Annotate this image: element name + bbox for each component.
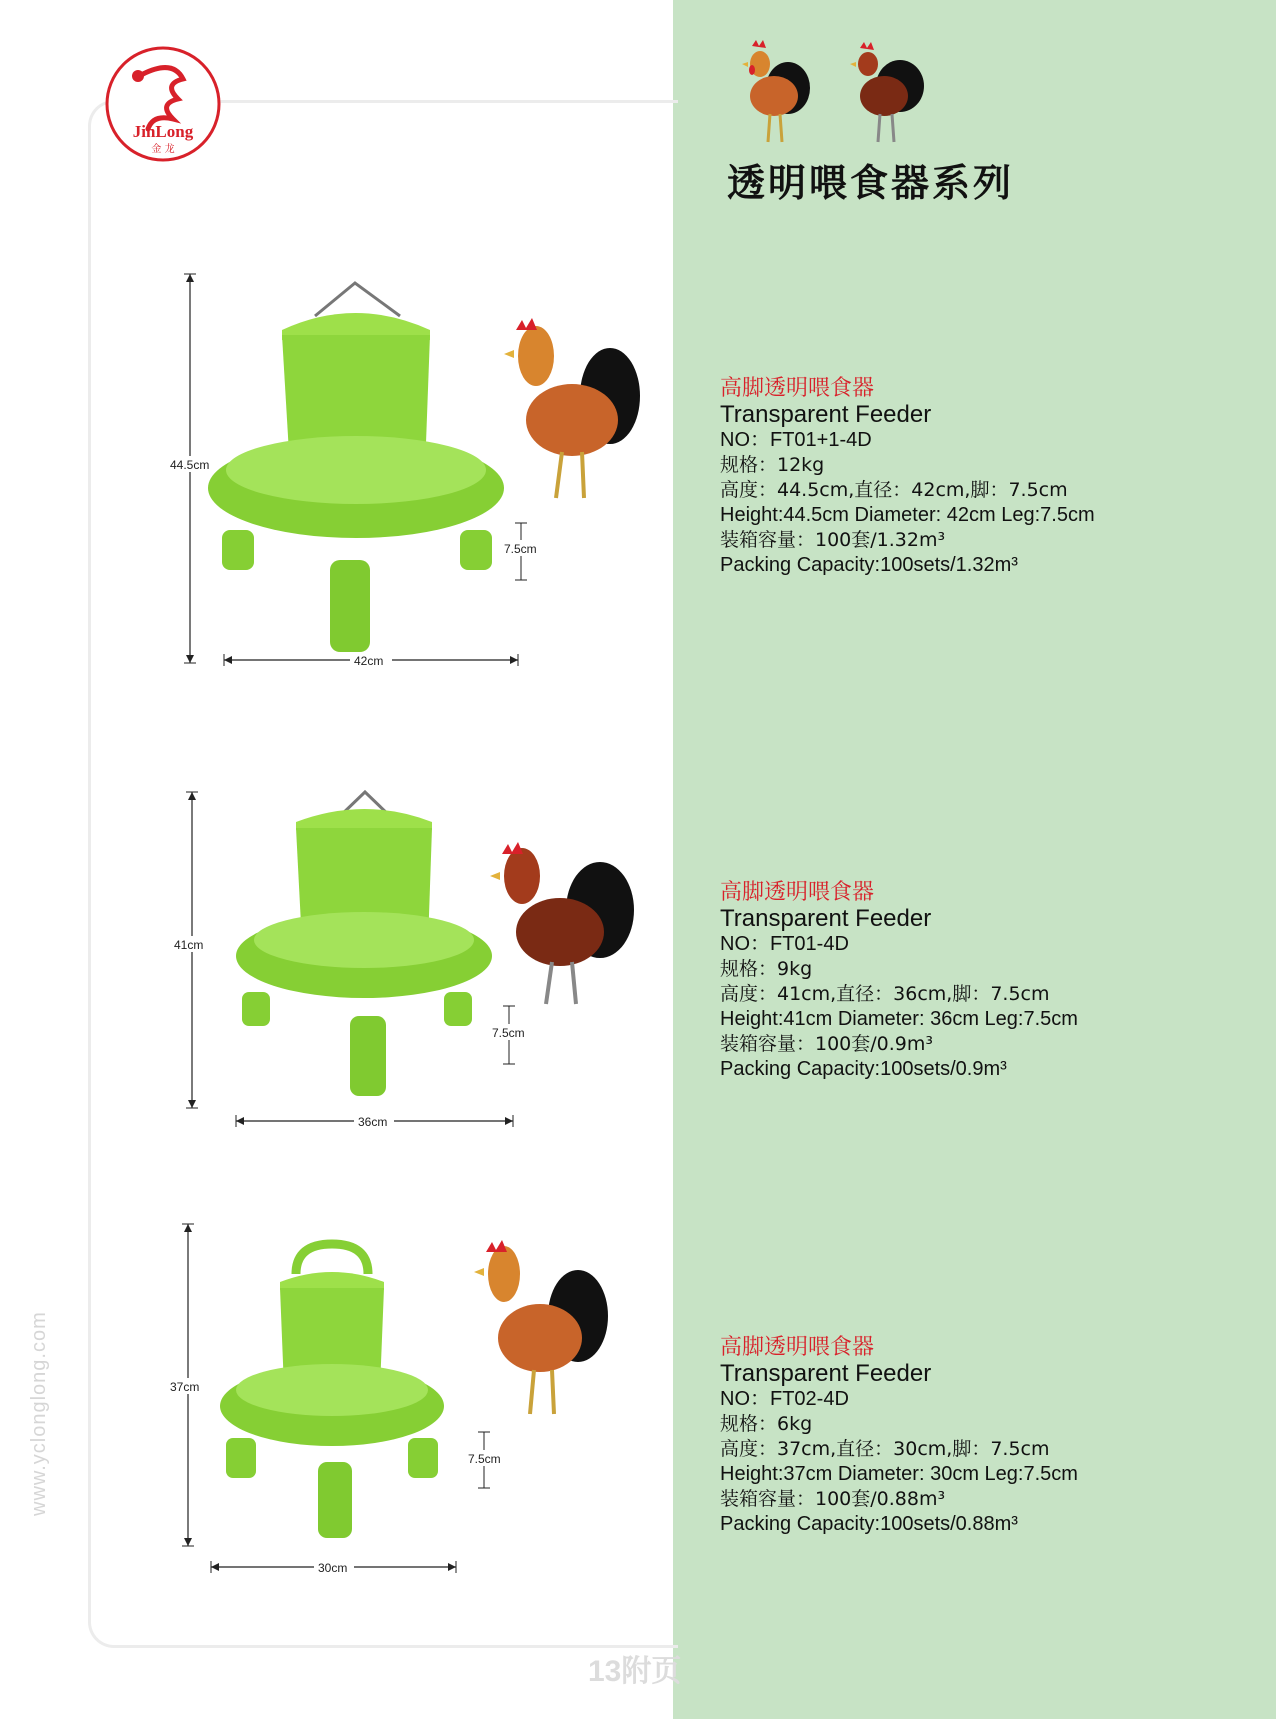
product-en-name: Transparent Feeder [720, 1360, 932, 1387]
diameter-label-2: 36cm [358, 1115, 388, 1129]
diameter-label-1: 42cm [354, 654, 384, 668]
product-pack-en: Packing Capacity:100sets/0.9m³ [720, 1058, 1007, 1080]
height-label-1: 44.5cm [170, 458, 210, 472]
page-number: 13附页 [588, 1655, 682, 1688]
rooster-icon-header-1 [738, 38, 818, 150]
logo-wordmark: JinLong [132, 122, 194, 141]
leg-label-2: 7.5cm [492, 1026, 525, 1040]
product-dims-en: Height:41cm Diameter: 36cm Leg:7.5cm [720, 1008, 1078, 1030]
product-dims-cn: 高度：37cm,直径：30cm,脚：7.5cm [720, 1438, 1050, 1460]
product-spec: 规格：6kg [720, 1413, 813, 1435]
product-pack-en: Packing Capacity:100sets/0.88m³ [720, 1513, 1018, 1535]
product-spec: 规格：12kg [720, 454, 825, 476]
height-label-3: 37cm [170, 1380, 200, 1394]
feeder-image-1 [208, 283, 504, 652]
product-figure-2 [0, 760, 673, 1140]
product-cn-name: 高脚透明喂食器 [720, 1335, 875, 1360]
product-spec-3 [720, 1335, 1240, 1537]
feeder-image-3 [220, 1244, 444, 1538]
rooster-image-1 [504, 318, 640, 498]
diameter-label-3: 30cm [318, 1561, 348, 1575]
product-pack-cn: 装箱容量：100套/0.88m³ [720, 1488, 946, 1510]
series-title: 透明喂食器系列 [727, 161, 1015, 205]
product-spec: 规格：9kg [720, 958, 813, 980]
logo-cn-text: 金 龙 [151, 144, 175, 155]
product-dims-en: Height:44.5cm Diameter: 42cm Leg:7.5cm [720, 504, 1095, 526]
product-pack-en: Packing Capacity:100sets/1.32m³ [720, 554, 1018, 576]
product-dims-en: Height:37cm Diameter: 30cm Leg:7.5cm [720, 1463, 1078, 1485]
feeder-image-2 [236, 792, 492, 1096]
product-number: NO：FT01+1-4D [720, 429, 872, 451]
product-cn-name: 高脚透明喂食器 [720, 880, 875, 905]
product-dims-cn: 高度：44.5cm,直径：42cm,脚：7.5cm [720, 479, 1068, 501]
product-en-name: Transparent Feeder [720, 401, 932, 428]
rooster-image-3 [474, 1240, 608, 1414]
height-label-2: 41cm [174, 938, 204, 952]
product-en-name: Transparent Feeder [720, 905, 932, 932]
product-number: NO：FT01-4D [720, 933, 849, 955]
website-url: www.yclonglong.com [28, 1311, 50, 1516]
product-pack-cn: 装箱容量：100套/1.32m³ [720, 529, 946, 551]
rooster-image-2 [490, 842, 634, 1004]
leg-label-3: 7.5cm [468, 1452, 501, 1466]
leg-label-1: 7.5cm [504, 542, 537, 556]
rooster-icon-header-2 [846, 40, 930, 150]
product-dims-cn: 高度：41cm,直径：36cm,脚：7.5cm [720, 983, 1050, 1005]
product-figure-1 [0, 0, 673, 700]
product-spec-2 [720, 880, 1240, 1082]
product-cn-name: 高脚透明喂食器 [720, 376, 875, 401]
product-pack-cn: 装箱容量：100套/0.9m³ [720, 1033, 934, 1055]
product-number: NO：FT02-4D [720, 1388, 849, 1410]
product-spec-1 [720, 376, 1240, 578]
product-figure-3 [0, 1210, 673, 1590]
